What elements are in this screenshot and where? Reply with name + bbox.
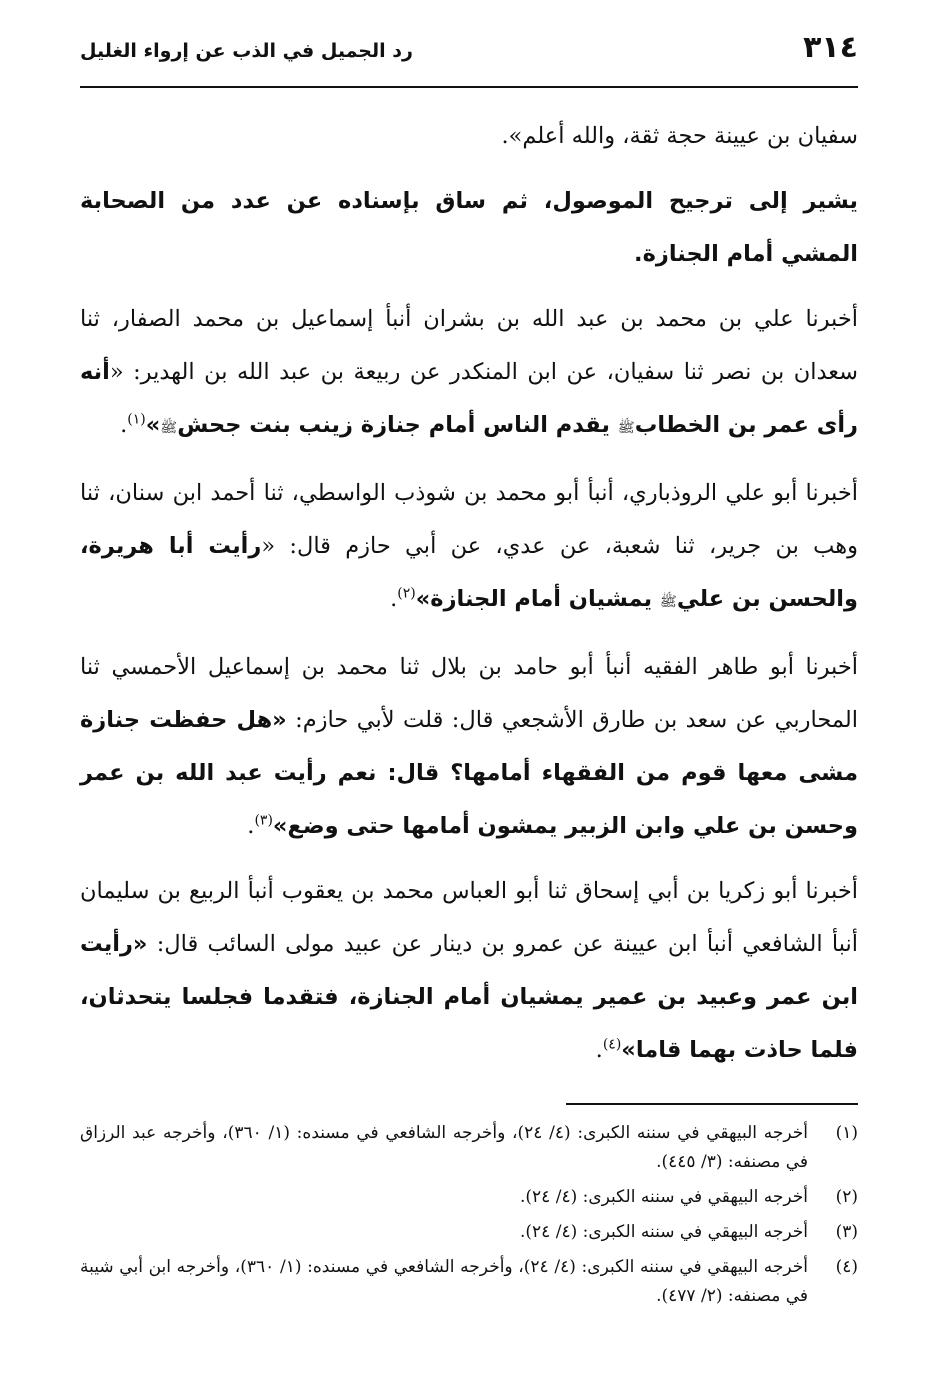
hadith-text: «هل حفظت جنازة مشى معها قوم من الفقهاء أمامها؟ قال: نعم رأيت عبد الله بن عمر وحسن بن علي وابن الزبير يمشون أمامها حتى وضع» [80, 707, 858, 839]
honorific-glyph: ﷺ [617, 420, 635, 436]
paragraph-2 [80, 175, 858, 281]
running-title: رد الجميل في الذب عن إرواء الغليل [80, 40, 413, 62]
paragraph-5 [80, 641, 858, 853]
isnad-text: أخبرنا أبو علي الروذباري، أنبأ أبو محمد بن شوذب الواسطي، ثنا أحمد ابن سنان، ثنا وهب بن جرير، ثنا شعبة، عن عدي، عن أبي حازم قال: « [80, 480, 858, 559]
paragraph-text: يشير إلى ترجيح الموصول، ثم ساق بإسناده عن عدد من الصحابة المشي أمام الجنازة. [80, 188, 858, 267]
footnote-2 [80, 1183, 858, 1212]
isnad-text: أخبرنا أبو زكريا بن أبي إسحاق ثنا أبو العباس محمد بن يعقوب أنبأ الربيع بن سليمان أنبأ الشافعي أنبأ ابن عيينة عن عمرو بن دينار عن عبيد مولى السائب قال: [80, 878, 858, 957]
footnote-number: (٣) [835, 1222, 858, 1242]
book-page [80, 30, 858, 1317]
footnote-text: أخرجه البيهقي في سننه الكبرى: (٤/ ٢٤)، وأخرجه الشافعي في مسنده: (١/ ٣٦٠)، وأخرجه عبد الرزاق في مصنفه: (٣/ ٤٤٥). [80, 1123, 808, 1172]
honorific-glyph: ﷺ [160, 420, 178, 436]
footnote-ref[interactable]: (٣) [254, 812, 273, 829]
period: . [120, 412, 128, 438]
footnote-ref[interactable]: (٢) [397, 585, 416, 602]
paragraph-6 [80, 865, 858, 1077]
hadith-text: يمشيان أمام الجنازة [430, 586, 660, 612]
footnote-number: (٢) [835, 1187, 858, 1207]
period: . [595, 1037, 603, 1063]
footnote-1 [80, 1119, 858, 1177]
page-number: ٣١٤ [803, 30, 858, 65]
hadith-text: «رأيت ابن عمر وعبيد بن عمير يمشيان أمام الجنازة، فتقدما فجلسا يتحدثان، فلما حاذت بهما قاما» [80, 931, 858, 1063]
isnad-text: أخبرنا علي بن محمد بن عبد الله بن بشران أنبأ إسماعيل بن محمد الصفار، ثنا سعدان بن نصر ثنا سفيان، عن ابن المنكدر عن ربيعة بن عبد الله بن الهدير: « [80, 306, 858, 385]
period: . [247, 813, 255, 839]
page-header [80, 30, 858, 88]
footnote-divider [566, 1103, 858, 1105]
isnad-text: أخبرنا أبو طاهر الفقيه أنبأ أبو حامد بن بلال ثنا محمد بن إسماعيل الأحمسي ثنا المحاربي عن سعد بن طارق الأشجعي قال: قلت لأبي حازم: [80, 654, 858, 733]
paragraph-3 [80, 293, 858, 455]
paragraph-4 [80, 467, 858, 629]
quote-close: » [415, 586, 431, 612]
footnote-text: أخرجه البيهقي في سننه الكبرى: (٤/ ٢٤). [520, 1222, 808, 1242]
footnote-number: (١) [835, 1123, 858, 1143]
footnote-3 [80, 1218, 858, 1247]
hadith-text: أنه رأى عمر بن الخطاب [80, 359, 858, 438]
footnote-text: أخرجه البيهقي في سننه الكبرى: (٤/ ٢٤). [520, 1187, 808, 1207]
footnote-ref[interactable]: (٤) [602, 1036, 622, 1053]
hadith-text: رأيت أبا هريرة، والحسن بن علي [80, 533, 858, 612]
footnote-ref[interactable]: (١) [127, 411, 146, 428]
hadith-text: يقدم الناس أمام جنازة زينب بنت جحش [177, 412, 618, 438]
footnote-text: أخرجه البيهقي في سننه الكبرى: (٤/ ٢٤)، وأخرجه الشافعي في مسنده: (١/ ٣٦٠)، وأخرجه ابن أبي شيبة في مصنفه: (٢/ ٤٧٧). [80, 1257, 808, 1306]
paragraph-1 [80, 110, 858, 163]
footnotes [80, 1119, 858, 1311]
footnote-number: (٤) [835, 1257, 858, 1277]
footnote-4 [80, 1253, 858, 1311]
honorific-glyph: ﷺ [659, 594, 677, 610]
paragraph-text: سفيان بن عيينة حجة ثقة، والله أعلم». [501, 123, 858, 149]
main-text [80, 110, 858, 1077]
quote-close: » [145, 412, 161, 438]
period: . [390, 586, 398, 612]
